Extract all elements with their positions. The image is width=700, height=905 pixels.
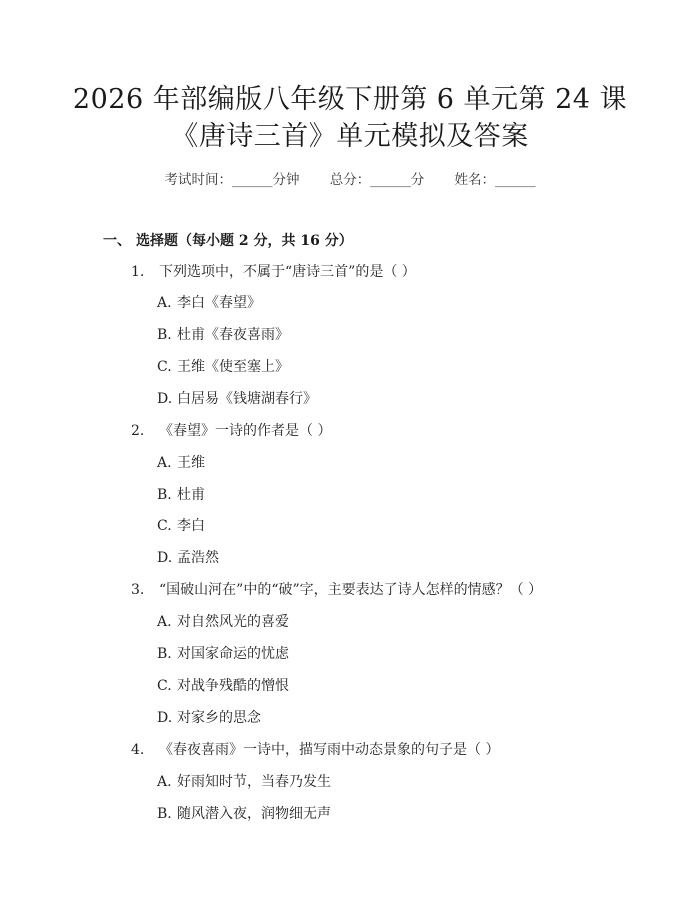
exam-time-field: 考试时间：______分钟 — [164, 172, 300, 188]
option-letter: D. — [157, 710, 173, 726]
option-letter: A. — [157, 455, 172, 471]
option-1b — [157, 324, 289, 344]
option-text: 对自然风光的喜爱 — [177, 614, 289, 630]
option-2a — [157, 452, 205, 472]
option-text: 李白 — [177, 518, 205, 534]
option-letter: C. — [157, 359, 172, 375]
option-letter: A. — [157, 774, 172, 790]
option-1d — [157, 388, 317, 408]
option-1a — [157, 292, 261, 312]
option-text: 白居易《钱塘湖春行》 — [177, 391, 317, 407]
option-letter: B. — [157, 487, 172, 503]
section-heading — [103, 230, 353, 250]
question-number: 2. — [131, 423, 145, 439]
document-title-line1: 2026 年部编版八年级下册第 6 单元第 24 课 — [72, 84, 628, 115]
question-text: 下列选项中，不属于“唐诗三首”的是（ ） — [159, 264, 416, 280]
option-letter: A. — [157, 614, 172, 630]
option-text: 杜甫《春夜喜雨》 — [177, 327, 289, 343]
option-text: 对国家命运的忧虑 — [177, 646, 289, 662]
option-3c — [157, 675, 289, 695]
question-number: 1. — [131, 264, 145, 280]
option-text: 对家乡的思念 — [177, 710, 261, 726]
question-2 — [131, 420, 331, 440]
option-4b — [157, 803, 331, 823]
option-2c — [157, 515, 205, 535]
section-title: 选择题（每小题 2 分，共 16 分） — [136, 233, 353, 249]
option-letter: B. — [157, 806, 172, 822]
option-letter: C. — [157, 518, 172, 534]
option-letter: D. — [157, 550, 173, 566]
option-3a — [157, 611, 289, 631]
option-3d — [157, 707, 261, 727]
option-3b — [157, 643, 289, 663]
question-text: “国破山河在”中的“破”字，主要表达了诗人怎样的情感？（ ） — [159, 582, 543, 598]
question-1 — [131, 261, 416, 281]
question-text: 《春望》一诗的作者是（ ） — [159, 423, 332, 439]
option-text: 随风潜入夜，润物细无声 — [177, 806, 331, 822]
option-letter: B. — [157, 646, 172, 662]
option-letter: D. — [157, 391, 173, 407]
option-4a — [157, 771, 331, 791]
option-letter: B. — [157, 327, 172, 343]
option-text: 王维 — [177, 455, 205, 471]
exam-info — [0, 168, 700, 188]
option-text: 对战争残酷的憎恨 — [177, 678, 289, 694]
option-letter: C. — [157, 678, 172, 694]
section-number: 一、 — [103, 233, 131, 249]
option-text: 杜甫 — [177, 487, 205, 503]
question-number: 3. — [131, 582, 145, 598]
option-text: 好雨知时节，当春乃发生 — [177, 774, 331, 790]
question-number: 4. — [131, 742, 145, 758]
document-title-line2: 《唐诗三首》单元模拟及答案 — [171, 121, 529, 152]
option-2d — [157, 547, 219, 567]
option-1c — [157, 356, 289, 376]
total-score-field: 总分：______分 — [329, 172, 425, 188]
student-name-field: 姓名：______ — [454, 172, 536, 188]
option-text: 王维《使至塞上》 — [177, 359, 289, 375]
option-text: 孟浩然 — [177, 550, 219, 566]
option-text: 李白《春望》 — [177, 295, 261, 311]
option-letter: A. — [157, 295, 172, 311]
question-4 — [131, 739, 499, 759]
option-2b — [157, 484, 205, 504]
question-3 — [131, 579, 542, 599]
question-text: 《春夜喜雨》一诗中，描写雨中动态景象的句子是（ ） — [159, 742, 500, 758]
